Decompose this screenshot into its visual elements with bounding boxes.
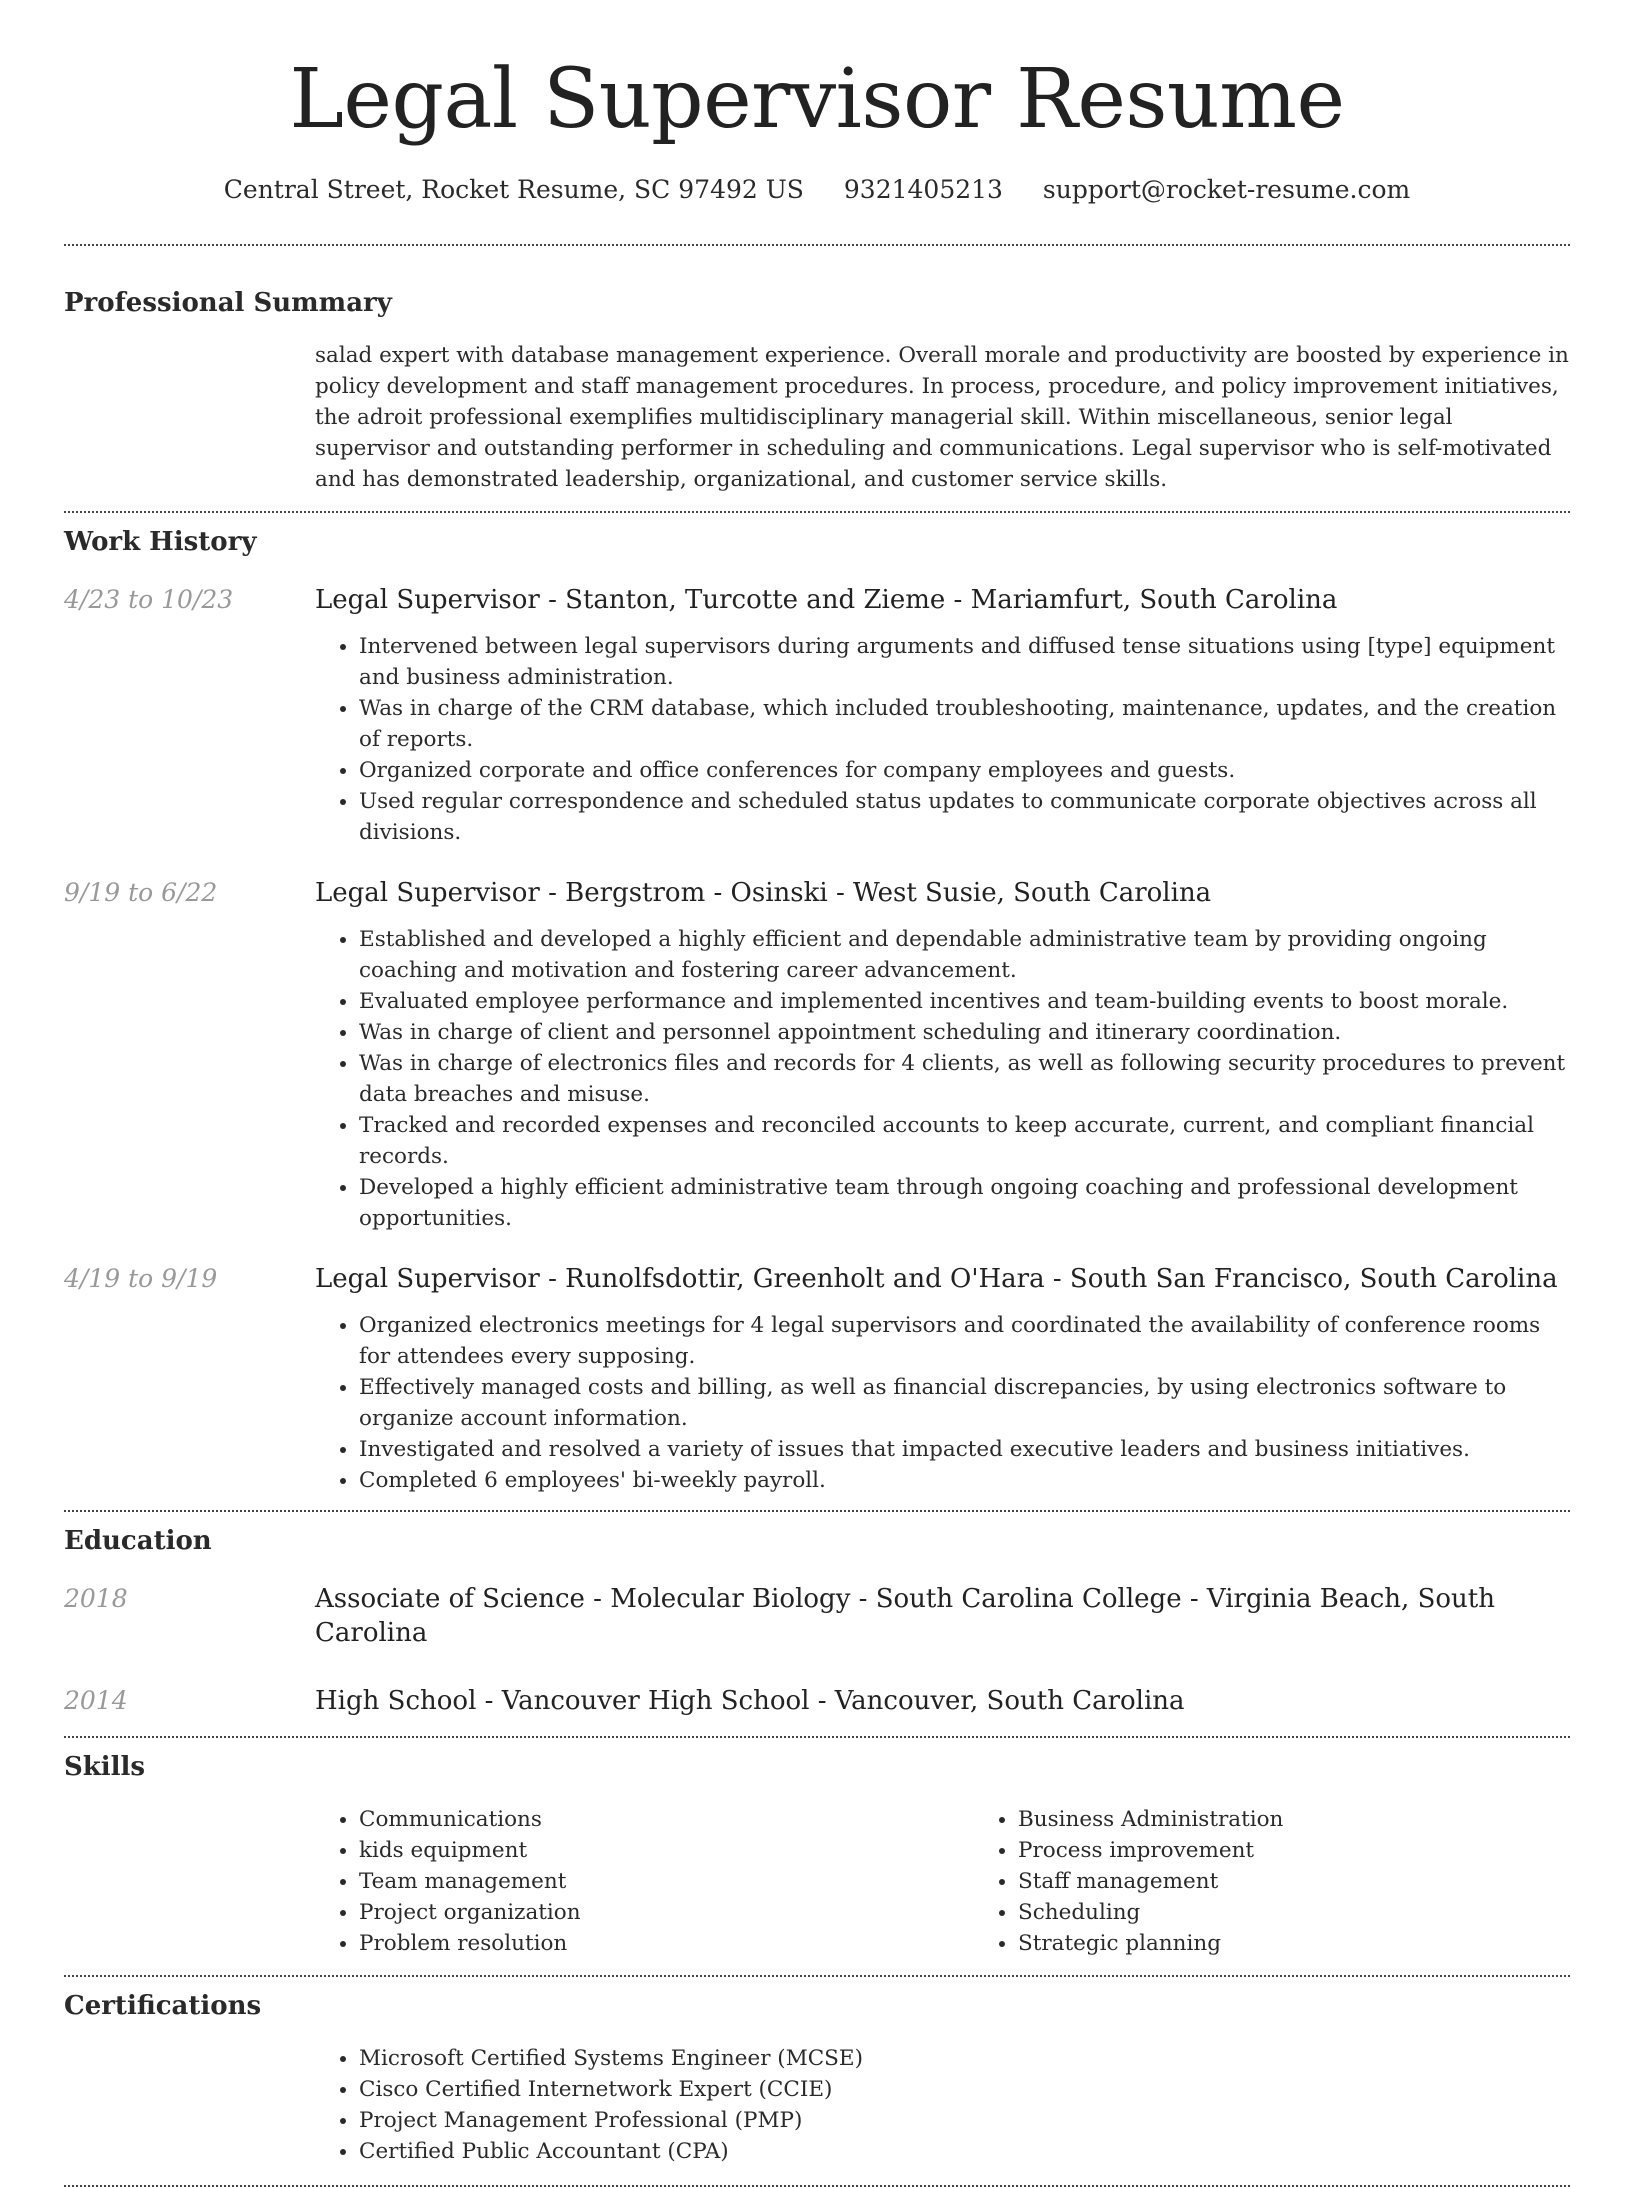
certification-item: • Certified Public Accountant (CPA)	[359, 2136, 1570, 2167]
job-bullet: • Evaluated employee performance and implemented incentives and team-building events to boost morale.	[359, 986, 1570, 1017]
job-bullet: • Organized corporate and office conferences for company employees and guests.	[359, 755, 1570, 786]
contact-email: support@rocket-resume.com	[1042, 175, 1411, 204]
skills-section	[64, 1750, 1570, 1959]
section-divider	[64, 511, 1570, 513]
work-history-section	[64, 525, 1570, 1496]
job-bullet: • Used regular correspondence and scheduled status updates to communicate corporate objectives across all divisions.	[359, 786, 1570, 848]
certifications-section	[64, 1989, 1570, 2167]
job-dates: 4/23 to 10/23	[64, 585, 234, 614]
job-bullet: • Intervened between legal supervisors during arguments and diffused tense situations using [type] equipment and business administration.	[359, 631, 1570, 693]
section-divider	[64, 1510, 1570, 1512]
skills-heading: Skills	[64, 1752, 146, 1782]
education-section	[64, 1524, 1570, 1718]
education-entry	[64, 1582, 1570, 1650]
certification-item: • Cisco Certified Internetwork Expert (CCIE)	[359, 2074, 1570, 2105]
contact-address: Central Street, Rocket Resume, SC 97492 US	[223, 175, 804, 204]
job-bullet: • Investigated and resolved a variety of issues that impacted executive leaders and business initiatives.	[359, 1434, 1570, 1465]
job-bullet: • Organized electronics meetings for 4 legal supervisors and coordinated the availability of conference rooms for attendees every supposing.	[359, 1310, 1570, 1372]
job-bullet: • Was in charge of the CRM database, which included troubleshooting, maintenance, updates, and the creation of reports.	[359, 693, 1570, 755]
job-heading: Legal Supervisor - Runolfsdottir, Greenholt and O'Hara - South San Francisco, South Carolina	[315, 1264, 1558, 1294]
resume-title: Legal Supervisor Resume	[289, 52, 1345, 147]
job-bullets	[315, 924, 1570, 1234]
skill-item: • Strategic planning	[1018, 1928, 1632, 1959]
education-year: 2018	[64, 1584, 128, 1613]
skill-item: • Team management	[359, 1866, 974, 1897]
skill-item: • Problem resolution	[359, 1928, 974, 1959]
job-heading: Legal Supervisor - Bergstrom - Osinski - West Susie, South Carolina	[315, 878, 1212, 908]
job-bullet: • Effectively managed costs and billing, as well as financial discrepancies, by using electronics software to organize account information.	[359, 1372, 1570, 1434]
resume-page	[64, 0, 1570, 2187]
education-entry	[64, 1684, 1570, 1718]
skills-list-left	[315, 1804, 974, 1959]
job-dates: 4/19 to 9/19	[64, 1264, 218, 1293]
job-bullets	[315, 631, 1570, 848]
education-year: 2014	[64, 1686, 128, 1715]
job-bullet: • Developed a highly efficient administrative team through ongoing coaching and professional development opportunities.	[359, 1172, 1570, 1234]
education-heading: Education	[64, 1526, 212, 1556]
skill-item: • Scheduling	[1018, 1897, 1632, 1928]
certifications-list	[315, 2043, 1570, 2167]
job-entry	[64, 1262, 1570, 1496]
skill-item: • Communications	[359, 1804, 974, 1835]
job-bullet: • Was in charge of client and personnel appointment scheduling and itinerary coordination.	[359, 1017, 1570, 1048]
job-bullets	[315, 1310, 1570, 1496]
skill-item: • Process improvement	[1018, 1835, 1632, 1866]
skill-item: • kids equipment	[359, 1835, 974, 1866]
section-divider	[64, 1975, 1570, 1977]
job-entry	[64, 876, 1570, 1234]
summary-text: salad expert with database management experience. Overall morale and productivity are boosted by experience in policy development and staff management procedures. In process, procedure, and policy improvement initiatives, the adroit professional exemplifies multidisciplinary managerial skill. Within miscellaneous, senior legal supervisor and outstanding performer in scheduling and communications. Legal supervisor who is self-motivated and has demonstrated leadership, organizational, and customer service skills.	[315, 343, 1569, 492]
skill-item: • Staff management	[1018, 1866, 1632, 1897]
job-bullet: • Completed 6 employees' bi-weekly payroll.	[359, 1465, 1570, 1496]
job-bullet: • Established and developed a highly efficient and dependable administrative team by providing ongoing coaching and motivation and fostering career advancement.	[359, 924, 1570, 986]
job-dates: 9/19 to 6/22	[64, 878, 218, 907]
summary-heading: Professional Summary	[64, 288, 392, 318]
skills-list-right	[974, 1804, 1632, 1959]
skill-item: • Business Administration	[1018, 1804, 1632, 1835]
certifications-heading: Certifications	[64, 1991, 262, 2021]
contact-line	[64, 174, 1570, 206]
job-heading: Legal Supervisor - Stanton, Turcotte and Zieme - Mariamfurt, South Carolina	[315, 585, 1338, 615]
job-bullet: • Tracked and recorded expenses and reconciled accounts to keep accurate, current, and compliant financial records.	[359, 1110, 1570, 1172]
certification-item: • Microsoft Certified Systems Engineer (MCSE)	[359, 2043, 1570, 2074]
summary-section	[64, 286, 1570, 495]
skill-item: • Project organization	[359, 1897, 974, 1928]
section-divider	[64, 244, 1570, 246]
education-heading-line: Associate of Science - Molecular Biology - South Carolina College - Virginia Beach, South Carolina	[315, 1584, 1495, 1648]
section-divider	[64, 1736, 1570, 1738]
certification-item: • Project Management Professional (PMP)	[359, 2105, 1570, 2136]
job-bullet: • Was in charge of electronics files and records for 4 clients, as well as following security procedures to prevent data breaches and misuse.	[359, 1048, 1570, 1110]
education-heading-line: High School - Vancouver High School - Vancouver, South Carolina	[315, 1686, 1185, 1716]
job-entry	[64, 583, 1570, 848]
contact-phone: 9321405213	[843, 175, 1003, 204]
work-history-heading: Work History	[64, 527, 257, 557]
